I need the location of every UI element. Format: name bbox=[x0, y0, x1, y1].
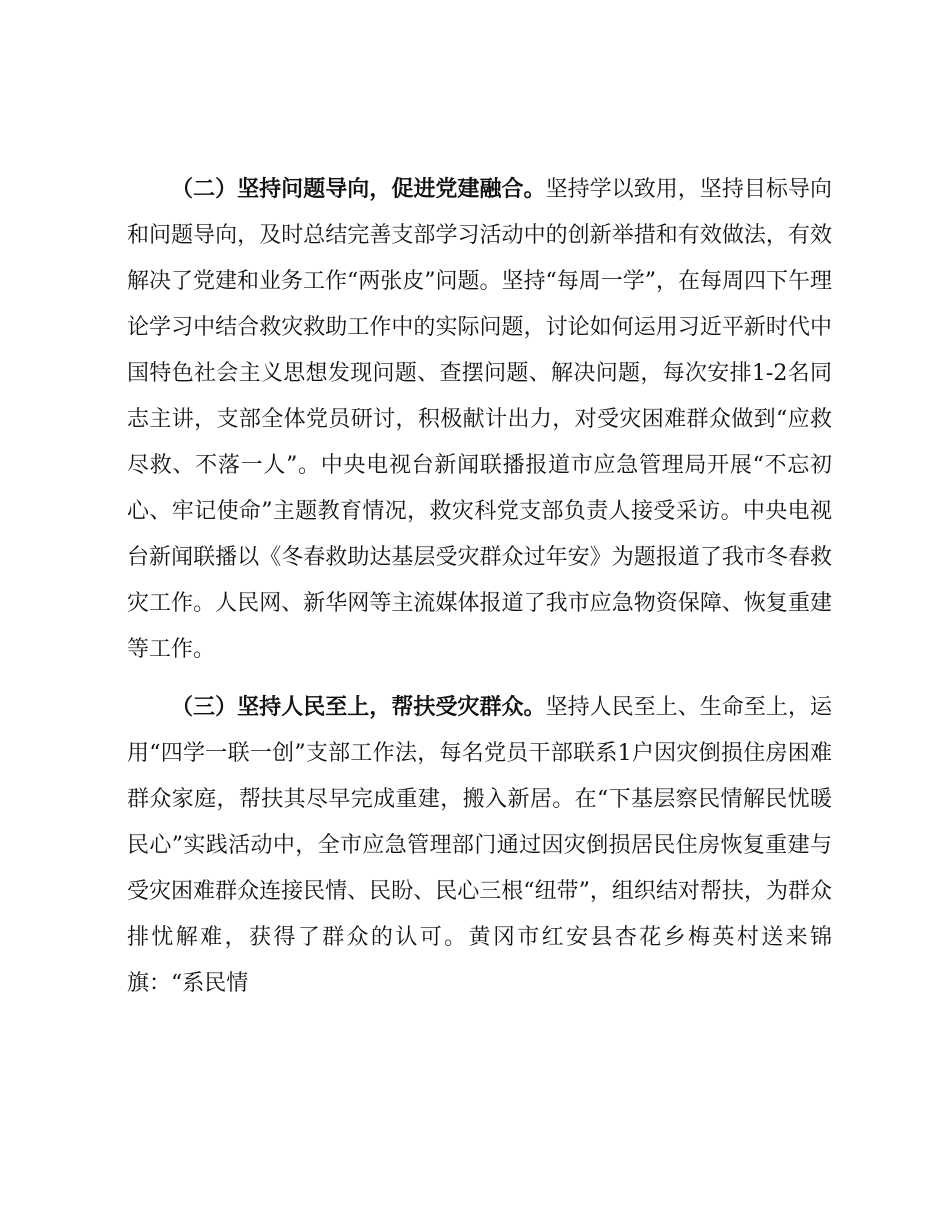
paragraph-section-2 bbox=[127, 166, 832, 673]
paragraph-body: 坚持人民至上、生命至上，运用“四学一联一创”支部工作法，每名党员干部联系1户因灾倒损住房困难群众家庭，帮扶其尽早完成重建，搬入新居。在“下基层察民情解民忧暖民心”实践活动中，全市应急管理部门通过因灾倒损居民住房恢复重建与受灾困难群众连接民情、民盼、民心三根“纽带”，组织结对帮扶，为群众排忧解难，获得了群众的认可。黄冈市红安县杏花乡梅英村送来锦旗：“系民情 bbox=[127, 695, 832, 996]
paragraph-body: 坚持学以致用，坚持目标导向和问题导向，及时总结完善支部学习活动中的创新举措和有效做法，有效解决了党建和业务工作“两张皮”问题。坚持“每周一学”，在每周四下午理论学习中结合救灾救助工作中的实际问题，讨论如何运用习近平新时代中国特色社会主义思想发现问题、查摆问题、解决问题，每次安排1-2名同志主讲，支部全体党员研讨，积极献计出力，对受灾困难群众做到“应救尽救、不落一人”。中央电视台新闻联播报道市应急管理局开展“不忘初心、牢记使命”主题教育情况，救灾科党支部负责人接受采访。中央电视台新闻联播以《冬春救助达基层受灾群众过年安》为题报道了我市冬春救灾工作。人民网、新华网等主流媒体报道了我市应急物资保障、恢复重建等工作。 bbox=[127, 177, 832, 662]
document-body bbox=[127, 166, 832, 1007]
paragraph-heading: （三）坚持人民至上，帮扶受灾群众。 bbox=[171, 694, 546, 720]
paragraph-heading: （二）坚持问题导向，促进党建融合。 bbox=[171, 176, 546, 202]
paragraph-section-3 bbox=[127, 684, 832, 1007]
